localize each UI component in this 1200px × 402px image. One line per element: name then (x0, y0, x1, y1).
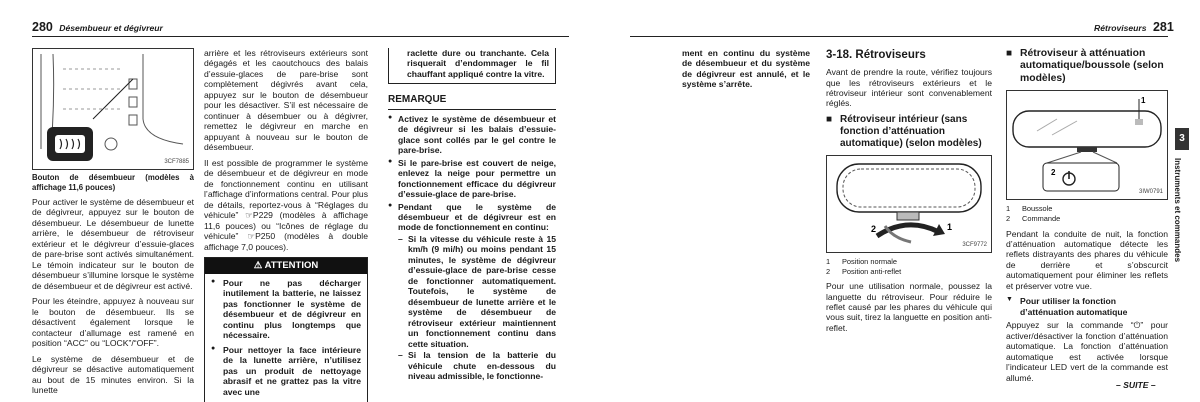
chapter-tab: 3 (1175, 128, 1189, 150)
figure-legend: 1 Boussole 2 Commande (1006, 204, 1061, 224)
subsection-title: ■ Rétroviseur intérieur (sans fonction d’atténuation automatique) (selon modèles) (826, 114, 992, 150)
callout-1: 1 (947, 221, 953, 232)
paragraph: Pendant la conduite de nuit, la fonction d’atténuation automatique détecte les reflets distrayants des phares du véhicule de derrière et s’obscurcit automatiquement pour éliminer les reflets et préserver votre vue. (1006, 228, 1168, 291)
page-number: 281 (1152, 20, 1174, 34)
column-3 (388, 48, 556, 384)
callout-2: 2 (871, 223, 877, 234)
remark-list (388, 114, 556, 382)
page-number: 280 (32, 20, 53, 34)
page-header-left (32, 20, 167, 36)
section-title: 3-18. Rétroviseurs (826, 49, 926, 61)
remark-title: REMARQUE (388, 94, 556, 109)
auto-dimming-mirror-figure (1006, 90, 1168, 200)
column-4 (672, 48, 810, 95)
remark-item: ● Activez le système de désembueur et de dégivreur si les balais d’essuie-glace sont collés par le gel contre le pare-brise. (388, 114, 556, 156)
attention-box (204, 257, 368, 402)
continue-label: – SUITE – (1116, 380, 1156, 390)
column-5 (826, 48, 992, 338)
attention-box-continued (388, 48, 556, 84)
auto-dimming-mirror-illustration (1007, 91, 1167, 199)
column-6 (1006, 48, 1168, 388)
attention-continuation: raclette dure ou tranchante. Cela risquerait d’endommager le fil chauffant appliqué contre la vitre. (407, 48, 549, 79)
header-rule-left (32, 36, 569, 37)
dashboard-illustration (33, 49, 193, 169)
subsection-title: ■ Rétroviseur à atténuation automatique/boussole (selon modèles) (1006, 48, 1168, 85)
figure-code: 3CF9772 (962, 241, 987, 248)
column-1 (32, 48, 194, 401)
remark-continuation: ment en continu du système de désembueur et du système de dégivreur est annulé, et le système s’arrête. (682, 48, 810, 90)
procedure-title: ▼ Pour utiliser la fonction d’atténuation automatique (1006, 296, 1168, 317)
paragraph: Il est possible de programmer le système de désembueur et de dégivreur en mode de fonctionnement continu en utilisant l’affichage d’informations central. Pour plus de détails, reportez-vous à “Réglages du véhicule” ☞P229 (modèles à affichage 11,6 pouces) ou “Icônes de réglage du véhicule” ☞P250 (modèles à double affichage 7,0 pouces). (204, 157, 368, 252)
running-title: Rétroviseurs (1094, 23, 1147, 33)
figure-code: 3IW0791 (1138, 189, 1163, 196)
paragraph: Pour les éteindre, appuyez à nouveau sur le bouton de désembueur. Ils se désactivent également lorsque le contacteur d’allumage est ramené en position “ACC” ou “LOCK”/“OFF”. (32, 296, 194, 349)
attention-item: ● Pour ne pas décharger inutilement la batterie, ne laissez pas fonctionner le système de désembueur et de dégivreur en continu plus longtemps que nécessaire. (211, 278, 361, 341)
running-title: Désembueur et dégivreur (59, 23, 163, 33)
attention-title: ⚠ ATTENTION (205, 258, 367, 274)
remark-subitem: – Si la vitesse du véhicule reste à 15 km/h (9 mi/h) ou moins pendant 15 minutes, le système de dégivreur d’essuie-glace de pare-brise cesse de fonctionner automatiquement. Toutefois, le système de désembueur de lunette arrière et le système de désembueur de rétroviseur extérieur maintiennent un fonctionnement continu dans cette situation. (398, 234, 556, 349)
figure-legend: 1 Position normale 2 Position anti-reflet (826, 256, 902, 276)
remark-item: ● Pendant que le système de désembueur et de dégivreur est en mode de fonctionnement en continu: – Si la vitesse du véhicule reste à 15 km/h (9 mi/h) ou moins pendant 15 minutes, le système de dégivreur d’essuie-glace de pare-brise cesse de fonctionner automatiquement. Toutefois, le système de désembueur de lunette arrière et le système de désembueur de rétroviseur extérieur maintiennent un fonctionnement continu dans cette situation. – Si la tension de la batterie du véhicule chute en-dessous du niveau admissible, le fonctionne- (388, 202, 556, 382)
paragraph: Le système de désembueur et de dégivreur se désactive automatiquement au bout de 15 minutes environ. Si la lunette (32, 353, 194, 396)
paragraph: Pour une utilisation normale, poussez la languette du rétroviseur. Pour réduire le reflet causé par les phares du véhicule qui vous suit, tirez la languette en position anti-reflet. (826, 281, 992, 333)
figure-code: 3CF7885 (164, 158, 189, 165)
callout-2: 2 (1051, 168, 1056, 178)
attention-item: ● Pour nettoyer la face intérieure de la lunette arrière, n’utilisez pas un produit de nettoyage abrasif et ne grattez pas la vitre avec une (211, 345, 361, 397)
column-2 (204, 48, 368, 402)
header-rule-right (630, 36, 1168, 37)
paragraph: Avant de prendre la route, vérifiez toujours que les rétroviseurs extérieurs et le rétroviseur intérieur sont convenablement réglés. (826, 67, 992, 109)
remark-subitem: – Si la tension de la batterie du véhicule chute en-dessous du niveau admissible, le fonctionne- (398, 350, 556, 381)
warning-triangle-icon: ⚠ (253, 260, 263, 272)
paragraph: Appuyez sur la commande “⏻” pour activer/désactiver la fonction d’atténuation automatique. La fonction d’atténuation automatique est activée lorsque l’indicateur LED vert de la commande est allumé. (1006, 320, 1168, 383)
remark-item: ● Si le pare-brise est couvert de neige, enlevez la neige pour permettre un fonctionnement efficace du dégivreur d’essuie-glace de pare-brise. (388, 158, 556, 200)
paragraph: Pour activer le système de désembueur et de dégivreur, appuyez sur le bouton de désembueur. Le désembueur de lunette arrière, le désembueur de rétroviseur extérieur et le dégivreur d’essuie-glaces de pare-brise sont activés simultanément. Le témoin indicateur sur le bouton de désembueur s’illumine lorsque le système de désembueur et de dégivreur est activé. (32, 197, 194, 291)
paragraph: arrière et les rétroviseurs extérieurs sont dégagés et les caoutchoucs des balais d’essuie-glaces de pare-brise sont complètement dégivrés avant cela, appuyez sur le bouton de désembueur pour les désactiver. S’il est nécessaire de continuer à désembuer ou à dégivrer, remettez le dégivreur en marche en appuyant à nouveau sur le bouton de désembueur. (204, 48, 368, 153)
page-header-right (1090, 20, 1174, 36)
inside-mirror-figure (826, 155, 992, 253)
chapter-label: Instruments et commandes (1172, 158, 1182, 263)
inside-mirror-illustration (827, 156, 991, 252)
figure-caption: Bouton de désembueur (modèles à affichage 11,6 pouces) (32, 173, 194, 192)
callout-1: 1 (1141, 96, 1146, 106)
defogger-figure (32, 48, 194, 170)
